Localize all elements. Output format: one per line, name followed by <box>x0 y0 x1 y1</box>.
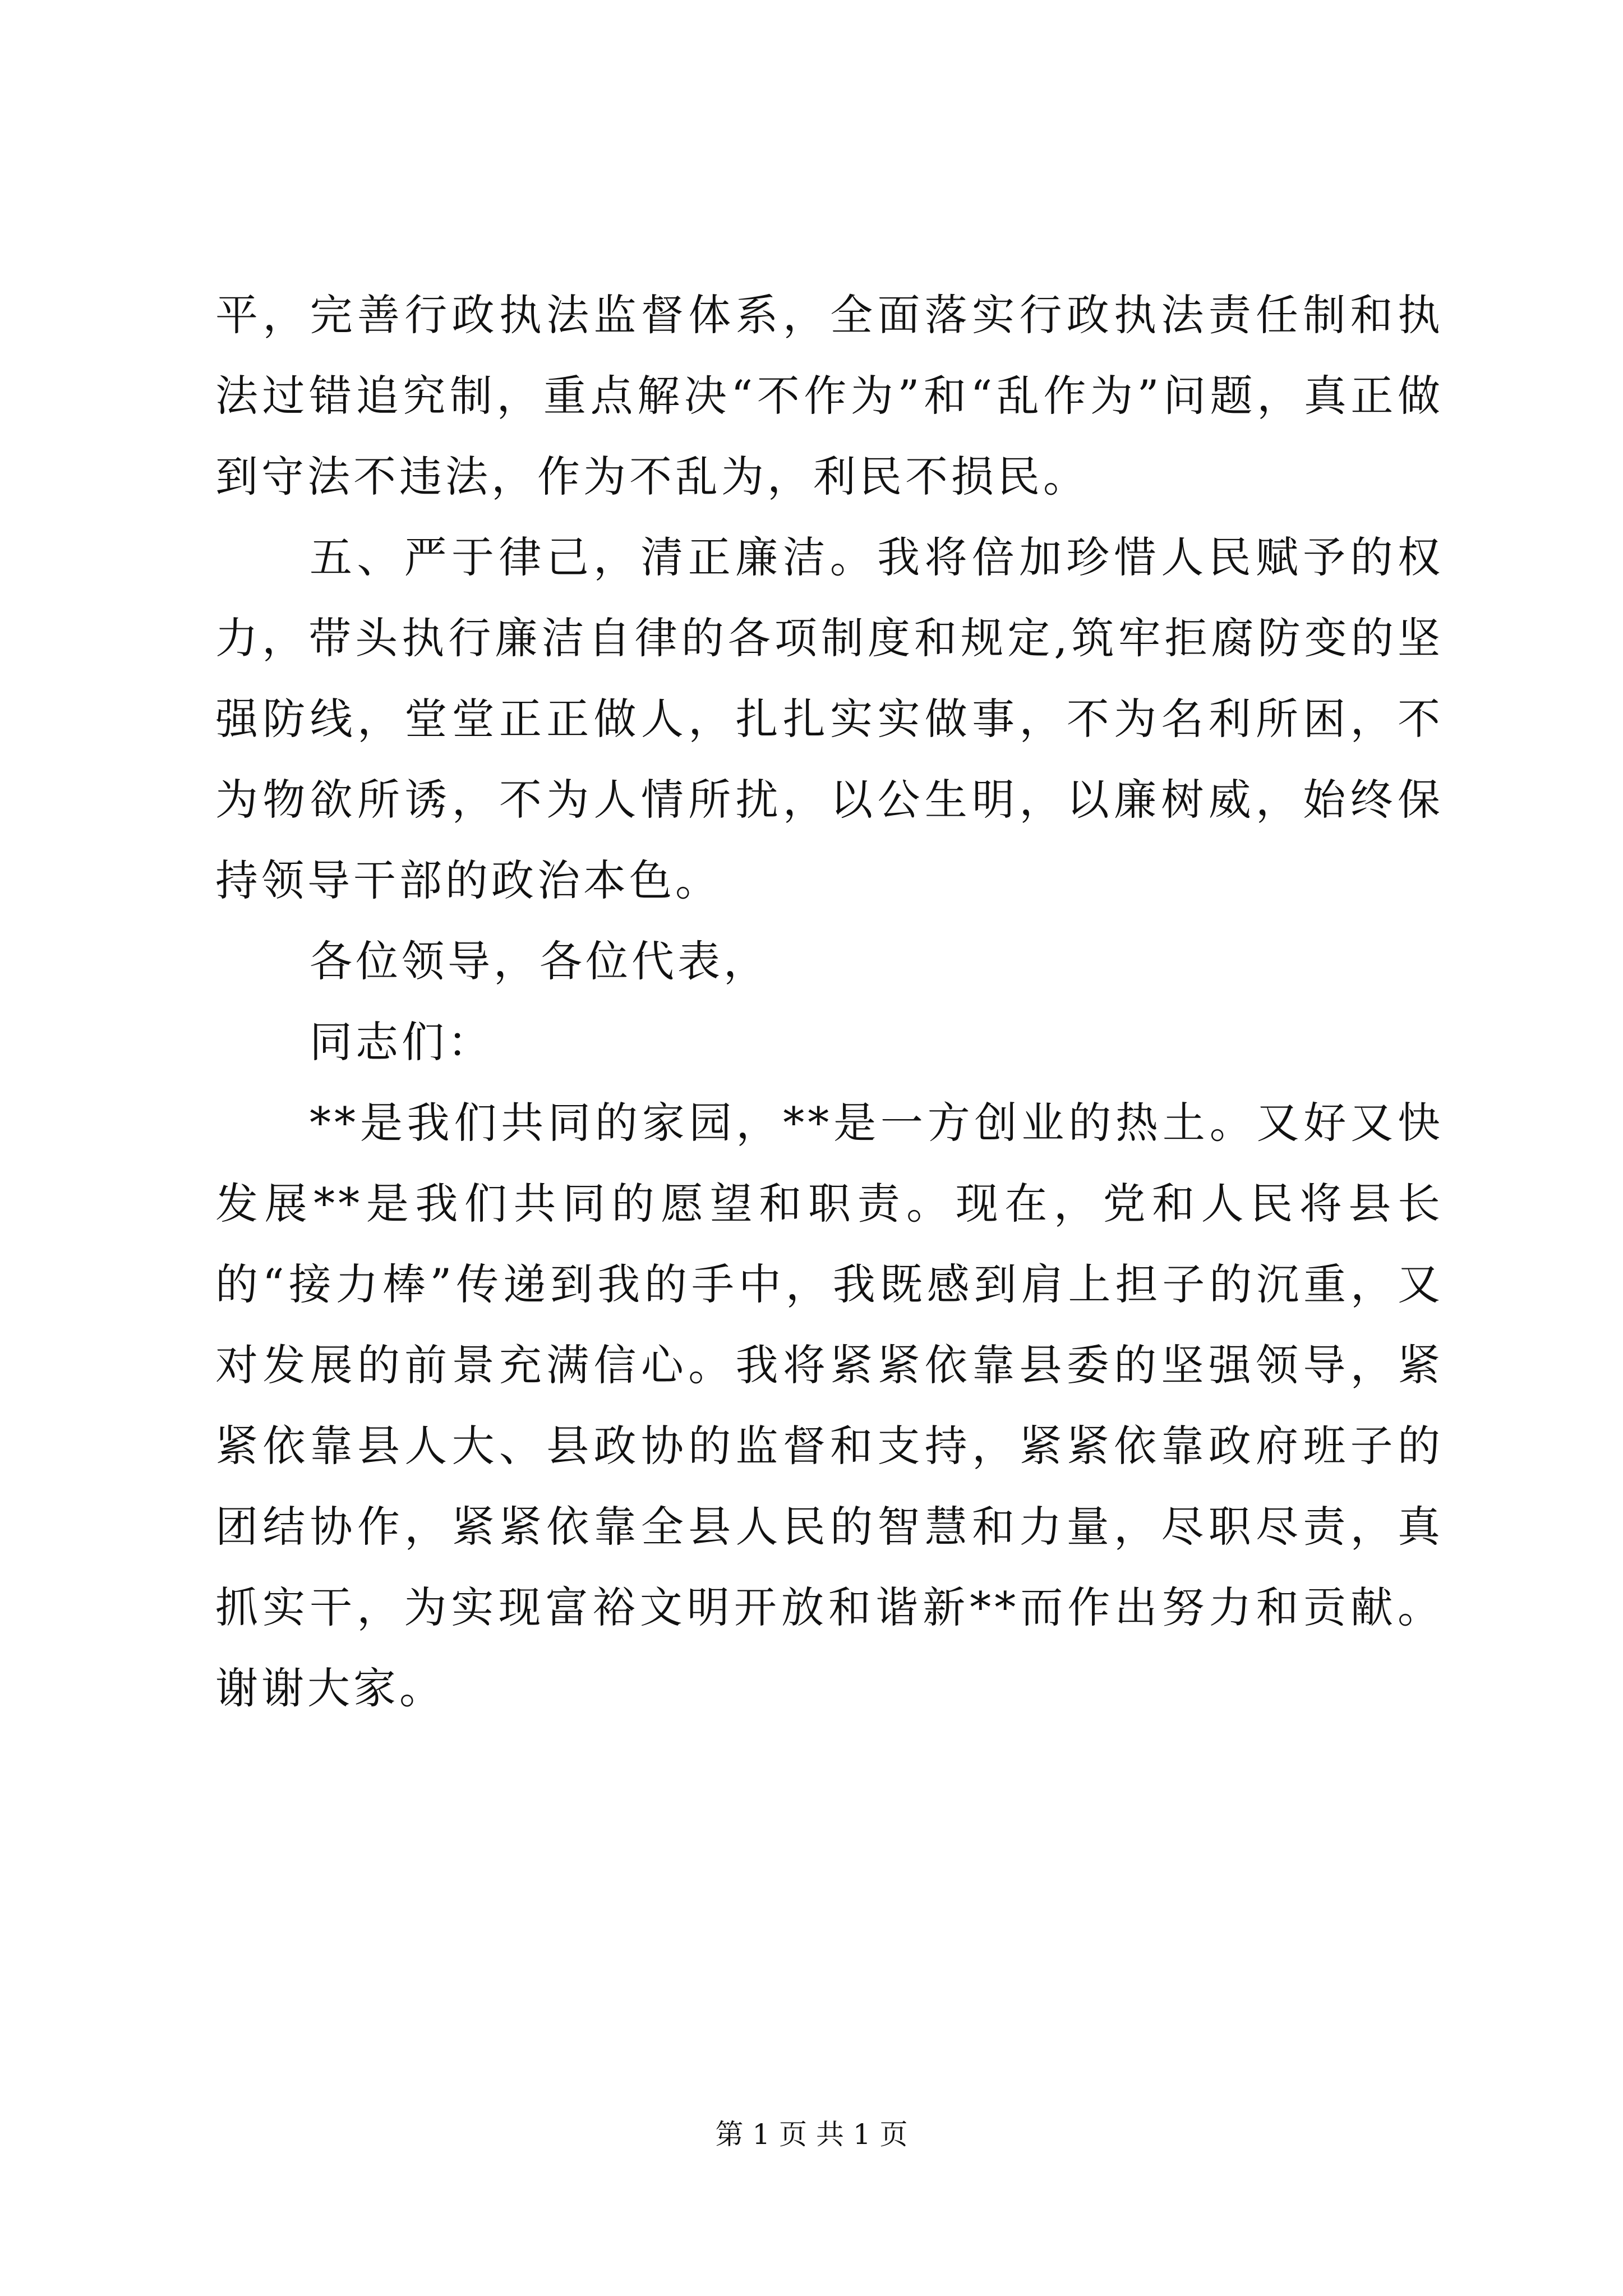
paragraph-continuation: 平，完善行政执法监督体系，全面落实行政执法责任制和执法过错追究制，重点解决“不作为”和“乱作为”问题，真正做到守法不违法，作为不乱为，利民不损民。 <box>215 290 1444 501</box>
page-footer: 第 1 页 共 1 页 <box>715 2118 908 2151</box>
paragraph-salutation: 各位领导，各位代表， <box>310 936 769 986</box>
paragraph-salutation-comrades: 同志们： <box>310 1017 494 1067</box>
paragraph-closing: **是我们共同的家园，**是一方创业的热土。又好又快发展**是我们共同的愿望和职责。现在，党和人民将县长的“接力棒”传递到我的手中，我既感到肩上担子的沉重，又对发展的前景充满信心。我将紧紧依靠县委的坚强领导，紧紧依靠县人大、县政协的监督和支持，紧紧依靠政府班子的团结协作，紧紧依靠全县人民的智慧和力量，尽职尽责，真抓实干，为实现富裕文明开放和谐新**而作出努力和贡献。谢谢大家。 <box>215 1098 1444 1713</box>
paragraph-section-five: 五、严于律己，清正廉洁。我将倍加珍惜人民赋予的权力，带头执行廉洁自律的各项制度和规定,筑牢拒腐防变的坚强防线，堂堂正正做人，扎扎实实做事，不为名利所困，不为物欲所诱，不为人情所扰，以公生明，以廉树威，始终保持领导干部的政治本色。 <box>215 532 1444 905</box>
document-body <box>215 275 1444 1729</box>
